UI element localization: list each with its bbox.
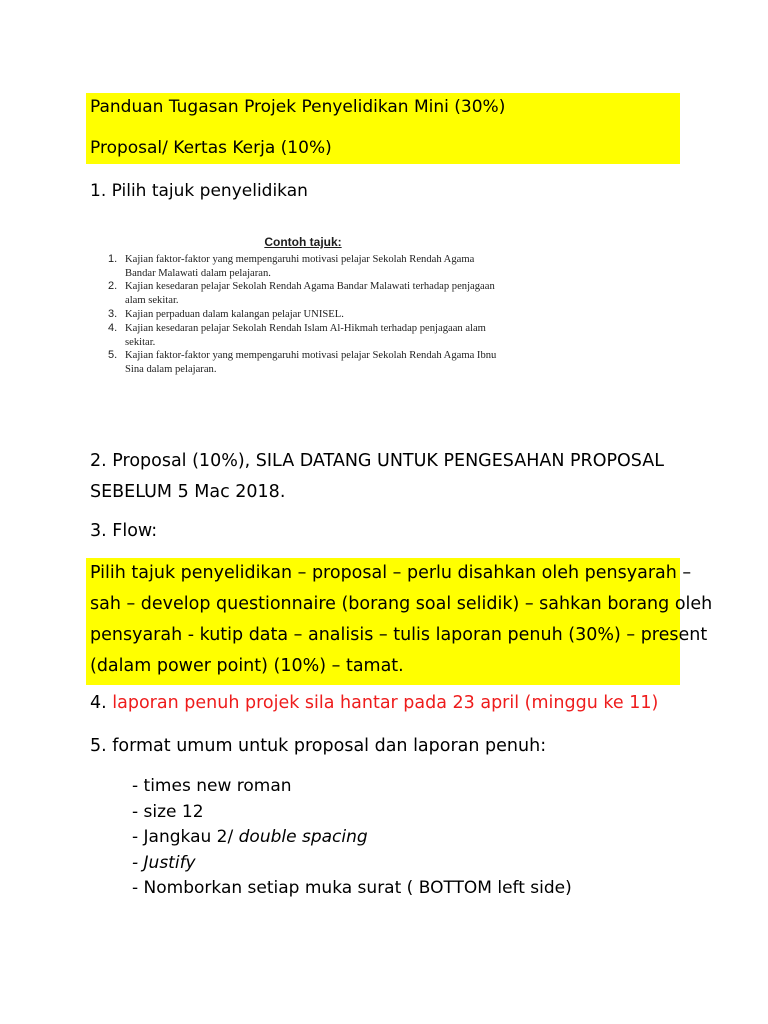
example-topic-number: 1. — [108, 252, 118, 265]
example-topic-line: Kajian kesedaran pelajar Sekolah Rendah Agama Bandar Malawati terhadap penjagaan — [125, 281, 495, 293]
example-topic-item — [108, 308, 538, 322]
format-item-size: - size 12 — [132, 801, 204, 822]
step-4 — [90, 692, 658, 714]
example-topic-number: 4. — [108, 321, 118, 334]
example-topics-image — [108, 236, 538, 377]
flow-line-2: sah – develop questionnaire (borang soal selidik) – sahkan borang oleh — [90, 594, 713, 614]
example-topic-line: alam sekitar. — [125, 295, 179, 307]
example-topic-text — [125, 308, 538, 322]
example-topic-item — [108, 253, 538, 281]
step-2-line-1: 2. Proposal (10%), SILA DATANG UNTUK PENGESAHAN PROPOSAL — [90, 451, 664, 471]
step-2-line-2: SEBELUM 5 Mac 2018. — [90, 482, 286, 502]
flow-line-4: (dalam power point) (10%) – tamat. — [90, 656, 404, 676]
example-topic-number: 3. — [108, 307, 118, 320]
format-item-font: - times new roman — [132, 776, 292, 796]
format-item-justify: - Justify — [132, 852, 196, 873]
step-1-text: 1. Pilih tajuk penyelidikan — [90, 181, 308, 201]
example-topic-line: Kajian kesedaran pelajar Sekolah Rendah Islam Al-Hikmah terhadap penjagaan alam — [125, 322, 486, 334]
example-topic-text — [125, 322, 538, 350]
format-item-spacing — [132, 825, 572, 851]
flow-line-1: Pilih tajuk penyelidikan – proposal – perlu disahkan oleh pensyarah – — [90, 563, 692, 583]
step-4-text: laporan penuh projek sila hantar pada 23 april (minggu ke 11) — [112, 693, 659, 713]
example-topic-number: 2. — [108, 280, 118, 293]
step-4-number: 4. — [90, 693, 107, 713]
step-5-text: 5. format umum untuk proposal dan laporan penuh: — [90, 736, 547, 756]
format-list — [132, 774, 572, 902]
example-topic-line: Sina dalam pelajaran. — [125, 364, 217, 376]
example-topic-line: Kajian faktor-faktor yang mempengaruhi motivasi pelajar Sekolah Rendah Agama — [125, 253, 475, 265]
example-topic-item — [108, 322, 538, 350]
format-item-page-number: - Nomborkan setiap muka surat ( BOTTOM left side) — [132, 878, 572, 898]
format-item-spacing-prefix: - Jangkau 2/ — [132, 827, 239, 847]
example-topic-item — [108, 280, 538, 308]
example-topic-text — [125, 253, 538, 281]
step-3-label: 3. Flow: — [90, 521, 158, 541]
example-topic-number: 5. — [108, 349, 118, 362]
example-topics-heading: Contoh tajuk: — [264, 235, 342, 249]
example-topic-line: Bandar Malawati dalam pelajaran. — [125, 267, 271, 279]
format-item-spacing-italic: double spacing — [238, 827, 368, 847]
document-title: Panduan Tugasan Projek Penyelidikan Mini (30%) — [90, 97, 506, 117]
example-topic-line: Kajian perpaduan dalam kalangan pelajar UNISEL. — [125, 308, 344, 320]
document-subtitle: Proposal/ Kertas Kerja (10%) — [90, 138, 332, 158]
example-topic-line: Kajian faktor-faktor yang mempengaruhi motivasi pelajar Sekolah Rendah Agama Ibnu — [125, 350, 497, 362]
example-topic-text — [125, 349, 538, 377]
example-topic-item — [108, 349, 538, 377]
example-topic-text — [125, 280, 538, 308]
flow-line-3: pensyarah - kutip data – analisis – tulis laporan penuh (30%) – present — [90, 625, 708, 645]
example-topic-line: sekitar. — [125, 336, 156, 348]
